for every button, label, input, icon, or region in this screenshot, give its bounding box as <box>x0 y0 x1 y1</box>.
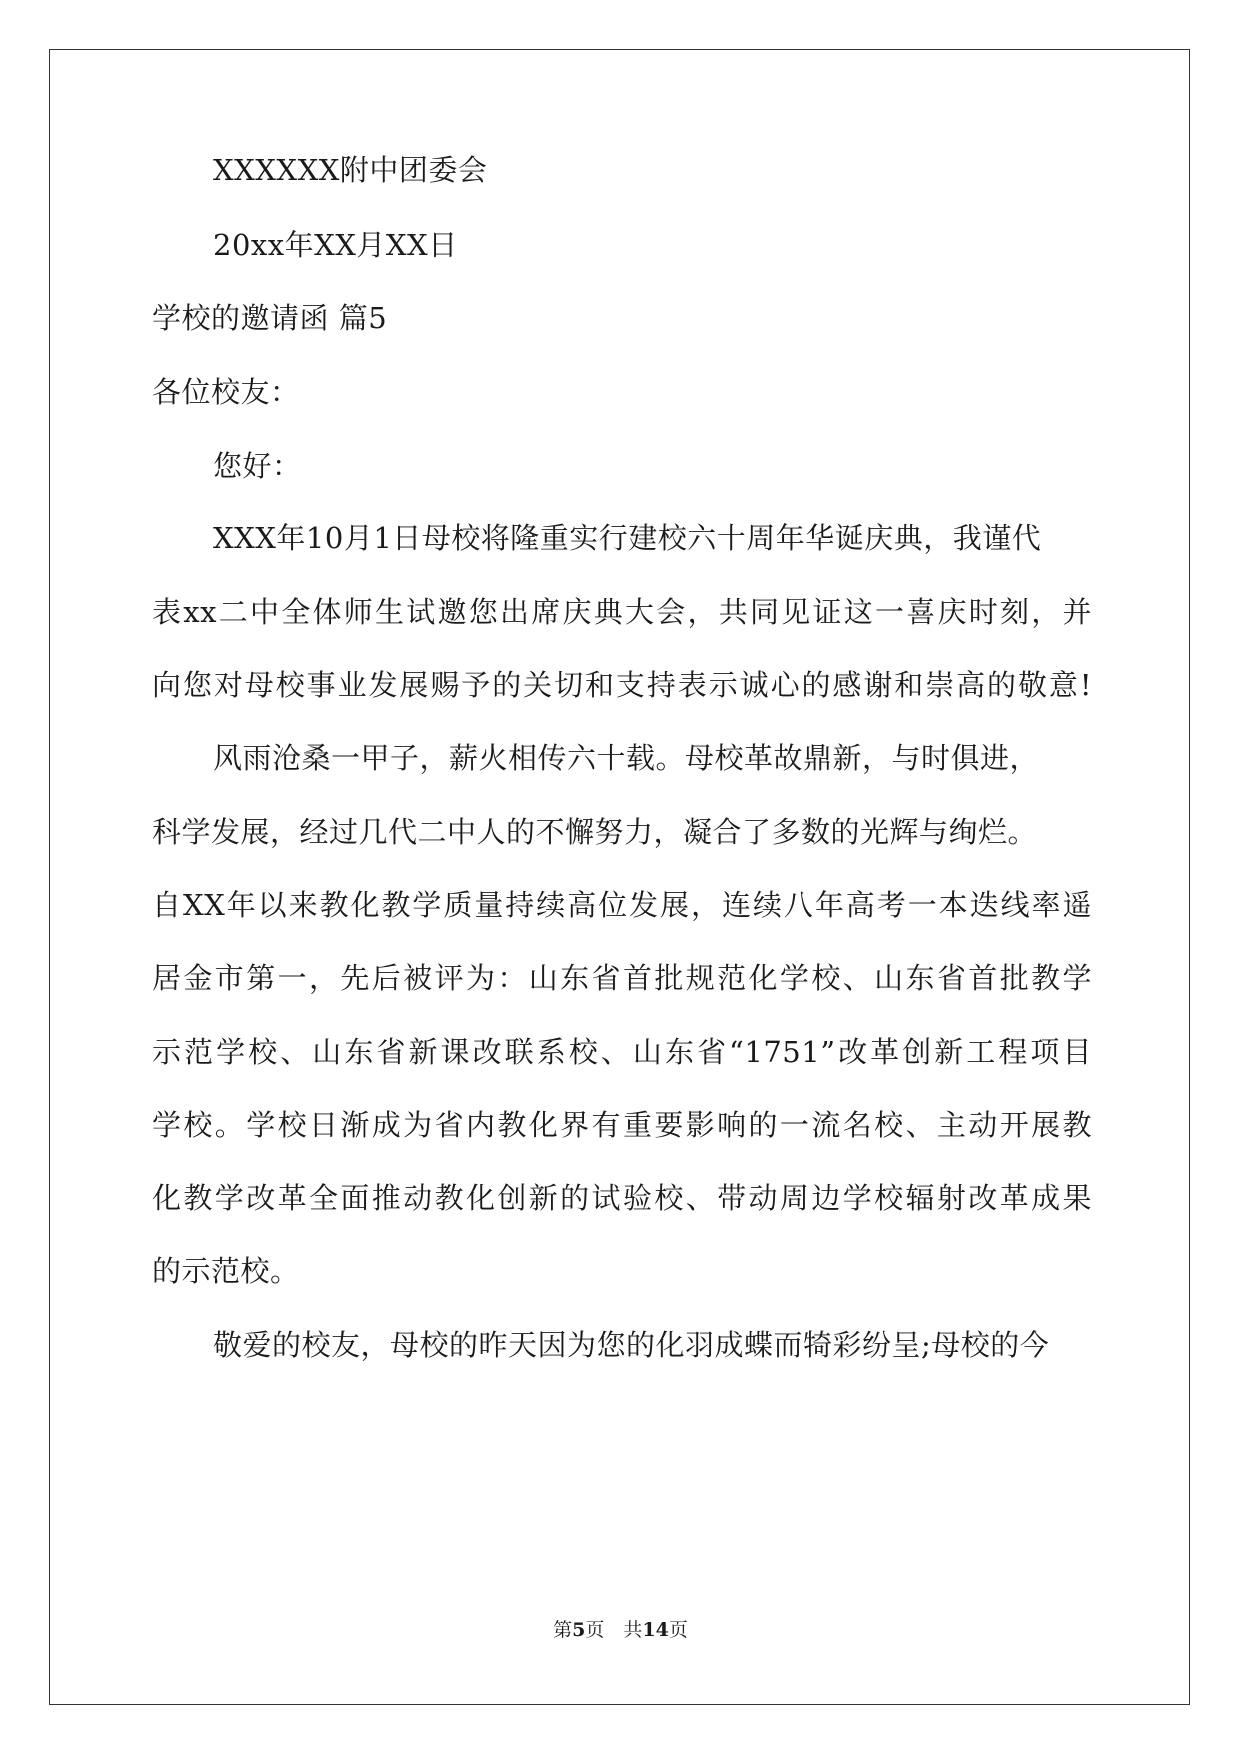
signature-date: 20xx年XX月XX日 <box>213 228 458 262</box>
paragraph-line: 表xx二中全体师生试邀您出席庆典大会，共同见证这一喜庆时刻，并 <box>152 595 1092 629</box>
paragraph-line: XXX年10月1日母校将隆重实行建校六十周年华诞庆典，我谨代 <box>213 521 1042 555</box>
footer-suffix: 页 <box>668 1619 688 1641</box>
paragraph-line: 示范学校、山东省新课改联系校、山东省“1751”改革创新工程项目 <box>152 1035 1092 1069</box>
paragraph-line: 敬爱的校友，母校的昨天因为您的化羽成蝶而犄彩纷呈;母校的今 <box>213 1328 1050 1362</box>
footer-total-pages: 14 <box>642 1619 669 1641</box>
paragraph-line: 科学发展，经过几代二中人的不懈努力，凝合了多数的光辉与绚烂。 <box>152 815 1038 849</box>
paragraph-line: 风雨沧桑一甲子，薪火相传六十载。母校革故鼎新，与时俱进， <box>213 741 1040 775</box>
greeting: 您好： <box>213 449 302 483</box>
section-title: 学校的邀请函 篇5 <box>152 301 388 335</box>
signature-org: XXXXXX附中团委会 <box>213 153 488 187</box>
paragraph-line: 居金市第一，先后被评为：山东省首批规范化学校、山东省首批教学 <box>152 961 1092 995</box>
page-footer <box>0 1618 1241 1642</box>
footer-mid: 页 共 <box>585 1619 643 1641</box>
paragraph-line: 向您对母校事业发展赐予的关切和支持表示诚心的感谢和崇高的敬意! <box>152 668 1092 702</box>
paragraph-line: 自XX年以来教化教学质量持续高位发展，连续八年高考一本迭线率遥 <box>152 888 1092 922</box>
footer-prefix: 第 <box>553 1619 573 1641</box>
paragraph-line: 化教学改革全面推动教化创新的试验校、带动周边学校辐射改革成果 <box>152 1181 1092 1215</box>
salutation: 各位校友： <box>152 375 300 409</box>
paragraph-line: 学校。学校日渐成为省内教化界有重要影响的一流名校、主动开展教 <box>152 1108 1092 1142</box>
paragraph-line: 的示范校。 <box>152 1254 300 1288</box>
footer-page-number: 5 <box>572 1619 586 1641</box>
